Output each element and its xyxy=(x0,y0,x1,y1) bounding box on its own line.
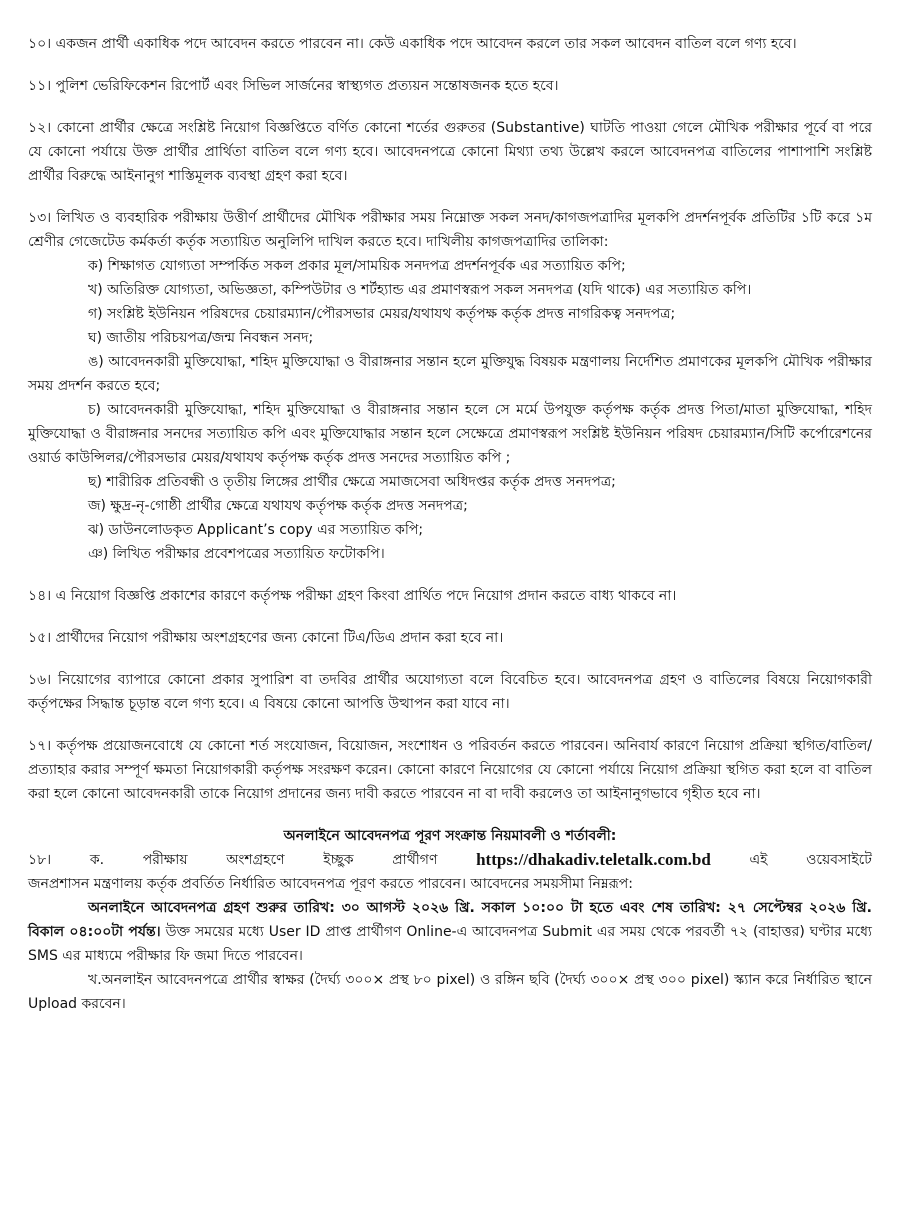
clause-13-intro: ১৩। লিখিত ও ব্যবহারিক পরীক্ষায় উত্তীর্ণ প্রার্থীদের মৌখিক পরীক্ষার সময় নিম্নোক্ত সকল সনদ/কাগজপত্রাদির মূলকপি প্রদর্শনপূর্বক প্রতিটির ১টি করে ১ম শ্রেণীর গেজেটেড কর্মকর্তা কর্তৃক সত্যায়িত অনুলিপি দাখিল করতে হবে। দাখিলীয় কাগজপত্রাদির তালিকা: xyxy=(28,210,872,250)
section-heading: অনলাইনে আবেদনপত্র পূরণ সংক্রান্ত নিয়মাবলী ও শর্তাবলী: xyxy=(283,828,617,844)
online-section xyxy=(28,824,872,1016)
word: এই xyxy=(749,852,768,868)
word: ইচ্ছুক xyxy=(323,852,354,868)
clause-16: ১৬। নিয়োগের ব্যাপারে কোনো প্রকার সুপারিশ বা তদবির প্রার্থীর অযোগ্যতা বলে বিবেচিত হবে। আবেদনপত্র গ্রহণ ও বাতিলের বিষয়ে নিয়োগকারী কর্তৃপক্ষের সিদ্ধান্ত চূড়ান্ত বলে গণ্য হবে। এ বিষয়ে কোনো আপত্তি উত্থাপন করা যাবে না। xyxy=(28,672,872,712)
application-dates-bold: অনলাইনে আবেদনপত্র গ্রহণ শুরুর তারিখ: ৩০ আগস্ট ২০২৬ খ্রি. সকাল ১০:০০ টা হতে এবং শেষ তারিখ: ২৭ সেপ্টেম্বর ২০২৬ খ্রি. বিকাল ০৪:০০টা পর্যন্ত। xyxy=(28,900,872,940)
application-dates xyxy=(28,896,872,968)
clause-13 xyxy=(28,206,872,566)
clause-18-first-line xyxy=(28,848,872,872)
word: অংশগ্রহণে xyxy=(226,852,285,868)
clause-12: ১২। কোনো প্রার্থীর ক্ষেত্রে সংশ্লিষ্ট নিয়োগ বিজ্ঞপ্তিতে বর্ণিত কোনো শর্তের গুরুতর (Substantive) ঘাটতি পাওয়া গেলে মৌখিক পরীক্ষার পূর্বে বা পরে যে কোনো পর্যায়ে উক্ত প্রার্থীর প্রার্থিতা বাতিল বলে গণ্য হবে। আবেদনপত্রে কোনো মিথ্যা তথ্য উল্লেখ করলে আবেদনপত্র বাতিলের পাশাপাশি সংশ্লিষ্ট প্রার্থীর বিরুদ্ধে আইনানুগ শাস্তিমূলক ব্যবস্থা গ্রহণ করা হবে। xyxy=(28,120,872,184)
application-dates-note: উক্ত সময়ের মধ্যে User ID প্রাপ্ত প্রার্থীগণ Online-এ আবেদনপত্র Submit এর সময় থেকে পরবর্তী ৭২ (বাহাত্তর) ঘণ্টার মধ্যে SMS এর মাধ্যমে পরীক্ষার ফি জমা দিতে পারবেন। xyxy=(28,924,872,964)
word: প্রার্থীগণ xyxy=(392,852,438,868)
website-link[interactable]: https://dhakadiv.teletalk.com.bd xyxy=(476,850,711,869)
clause-14: ১৪। এ নিয়োগ বিজ্ঞপ্তি প্রকাশের কারণে কর্তৃপক্ষ পরীক্ষা গ্রহণ কিংবা প্রার্থিত পদে নিয়োগ প্রদান করতে বাধ্য থাকবে না। xyxy=(28,588,677,604)
list-item: চ) আবেদনকারী মুক্তিযোদ্ধা, শহিদ মুক্তিযোদ্ধা ও বীরাঙ্গনার সন্তান হলে সে মর্মে উপযুক্ত কর্তৃপক্ষ কর্তৃক প্রদত্ত পিতা/মাতা মুক্তিযোদ্ধা, শহিদ মুক্তিযোদ্ধা ও বীরাঙ্গনার সনদের সত্যায়িত কপি এবং মুক্তিযোদ্ধার সন্তান হলে সেক্ষেত্রে প্রমাণস্বরূপ সংশ্লিষ্ট ইউনিয়ন পরিষদ চেয়ারম্যান/সিটি কর্পোরেশনের ওয়ার্ড কাউন্সিলর/পৌরসভার মেয়র/যথাযথ কর্তৃপক্ষ কর্তৃক প্রদত্ত সনদের সত্যায়িত কপি ; xyxy=(28,402,872,466)
word: পরীক্ষায় xyxy=(142,852,188,868)
clause-18-number: ১৮। xyxy=(28,852,52,868)
list-item: ঝ) ডাউনলোডকৃত Applicant’s copy এর সত্যায়িত কপি; xyxy=(88,522,424,538)
clause-11: ১১। পুলিশ ভেরিফিকেশন রিপোর্ট এবং সিভিল সার্জনের স্বাস্থ্যগত প্রত্যয়ন সন্তোষজনক হতে হবে। xyxy=(28,78,559,94)
list-item: গ) সংশ্লিষ্ট ইউনিয়ন পরিষদের চেয়ারম্যান/পৌরসভার মেয়র/যথাযথ কর্তৃপক্ষ কর্তৃক প্রদত্ত নাগরিকত্ব সনদপত্র; xyxy=(88,306,676,322)
list-item: খ) অতিরিক্ত যোগ্যতা, অভিজ্ঞতা, কম্পিউটার ও শর্টহ্যান্ড এর প্রমাণস্বরূপ সকল সনদপত্র (যদি থাকে) এর সত্যায়িত কপি। xyxy=(88,282,752,298)
list-item: ঘ) জাতীয় পরিচয়পত্র/জন্ম নিবন্ধন সনদ; xyxy=(88,330,314,346)
clause-18-kha: খ.অনলাইন আবেদনপত্রে প্রার্থীর স্বাক্ষর (দৈর্ঘ্য ৩০০× প্রস্থ ৮০ pixel) ও রঙ্গিন ছবি (দৈর্ঘ্য ৩০০× প্রস্থ ৩০০ pixel) স্ক্যান করে নির্ধারিত স্থানে Upload করবেন। xyxy=(28,972,872,1012)
list-item: ছ) শারীরিক প্রতিবন্ধী ও তৃতীয় লিঙ্গের প্রার্থীর ক্ষেত্রে সমাজসেবা অধিদপ্তর কর্তৃক প্রদত্ত সনদপত্র; xyxy=(88,474,616,490)
clause-15: ১৫। প্রার্থীদের নিয়োগ পরীক্ষায় অংশগ্রহণের জন্য কোনো টিএ/ডিএ প্রদান করা হবে না। xyxy=(28,630,504,646)
word: ওয়েবসাইটে xyxy=(806,852,872,868)
list-item: জ) ক্ষুদ্র-নৃ-গোষ্ঠী প্রার্থীর ক্ষেত্রে যথাযথ কর্তৃপক্ষ কর্তৃক প্রদত্ত সনদপত্র; xyxy=(88,498,468,514)
list-item: ঞ) লিখিত পরীক্ষার প্রবেশপত্রের সত্যায়িত ফটোকপি। xyxy=(88,546,385,562)
clause-18-ka: ক. xyxy=(89,852,105,868)
clause-10: ১০। একজন প্রার্থী একাধিক পদে আবেদন করতে পারবেন না। কেউ একাধিক পদে আবেদন করলে তার সকল আবেদন বাতিল বলে গণ্য হবে। xyxy=(28,36,797,52)
clause-18-rest: জনপ্রশাসন মন্ত্রণালয় কর্তৃক প্রবর্তিত নির্ধারিত আবেদনপত্র পূরণ করতে পারবেন। আবেদনের সময়সীমা নিম্নরূপ: xyxy=(28,876,634,892)
list-item: ক) শিক্ষাগত যোগ্যতা সম্পর্কিত সকল প্রকার মূল/সাময়িক সনদপত্র প্রদর্শনপূর্বক এর সত্যায়িত কপি; xyxy=(88,258,626,274)
clause-17: ১৭। কর্তৃপক্ষ প্রয়োজনবোধে যে কোনো শর্ত সংযোজন, বিয়োজন, সংশোধন ও পরিবর্তন করতে পারবেন। অনিবার্য কারণে নিয়োগ প্রক্রিয়া স্থগিত/বাতিল/প্রত্যাহার করার সম্পূর্ণ ক্ষমতা নিয়োগকারী কর্তৃপক্ষ সংরক্ষণ করেন। কোনো কারণে নিয়োগের যে কোনো পর্যায়ে নিয়োগ প্রক্রিয়া স্থগিত করা হলে বা বাতিল করা হলে কোনো আবেদনকারী তাকে নিয়োগ প্রদানের জন্য দাবী করতে পারবেন না বা দাবী করলেও তা আইনানুগভাবে গৃহীত হবে না। xyxy=(28,738,872,802)
list-item: ঙ) আবেদনকারী মুক্তিযোদ্ধা, শহিদ মুক্তিযোদ্ধা ও বীরাঙ্গনার সন্তান হলে মুক্তিযুদ্ধ বিষয়ক মন্ত্রণালয় নির্দেশিত প্রমাণকের মূলকপি মৌখিক পরীক্ষার সময় প্রদর্শন করতে হবে; xyxy=(28,354,872,394)
